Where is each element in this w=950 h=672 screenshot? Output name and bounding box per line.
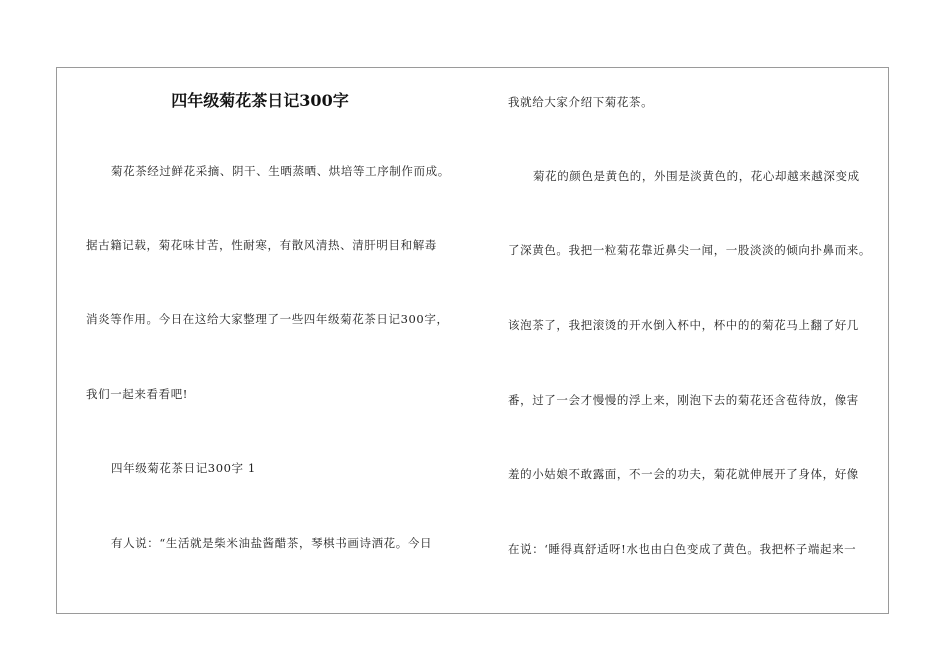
- document-title: 四年级菊花茶日记300字: [171, 91, 349, 110]
- left-paragraph-line-2: 据古籍记载，菊花味甘苦，性耐寒，有散风清热、清肝明目和解毒: [86, 238, 437, 252]
- right-paragraph-line-1: 我就给大家介绍下菊花茶。: [508, 95, 654, 109]
- left-paragraph-line-3: 消炎等作用。今日在这给大家整理了一些四年级菊花茶日记300字，: [86, 312, 449, 326]
- right-paragraph-line-6: 羞的小姑娘不敢露面，不一会的功夫，菊花就伸展开了身体，好像: [508, 467, 859, 481]
- left-paragraph-line-6: 有人说：“生活就是柴米油盐酱醋茶，琴棋书画诗酒花。今日: [111, 536, 433, 550]
- section-heading: 四年级菊花茶日记300字 1: [111, 461, 256, 475]
- right-paragraph-line-5: 番，过了一会才慢慢的浮上来，刚泡下去的菊花还含苞待放，像害: [508, 393, 859, 407]
- right-paragraph-line-3: 了深黄色。我把一粒菊花靠近鼻尖一闻，一股淡淡的倾向扑鼻而来。: [508, 243, 871, 257]
- right-paragraph-line-2: 菊花的颜色是黄色的，外围是淡黄色的，花心却越来越深变成: [533, 169, 860, 183]
- right-paragraph-line-7: 在说：‘睡得真舒适呀!水也由白色变成了黄色。我把杯子端起来一: [508, 542, 857, 556]
- page-frame: [56, 67, 889, 614]
- left-paragraph-line-1: 菊花茶经过鲜花采摘、阴干、生晒蒸晒、烘培等工序制作而成。: [111, 164, 450, 178]
- right-paragraph-line-4: 该泡茶了，我把滚烫的开水倒入杯中，杯中的的菊花马上翻了好几: [508, 318, 859, 332]
- left-paragraph-line-4: 我们一起来看看吧!: [86, 387, 189, 401]
